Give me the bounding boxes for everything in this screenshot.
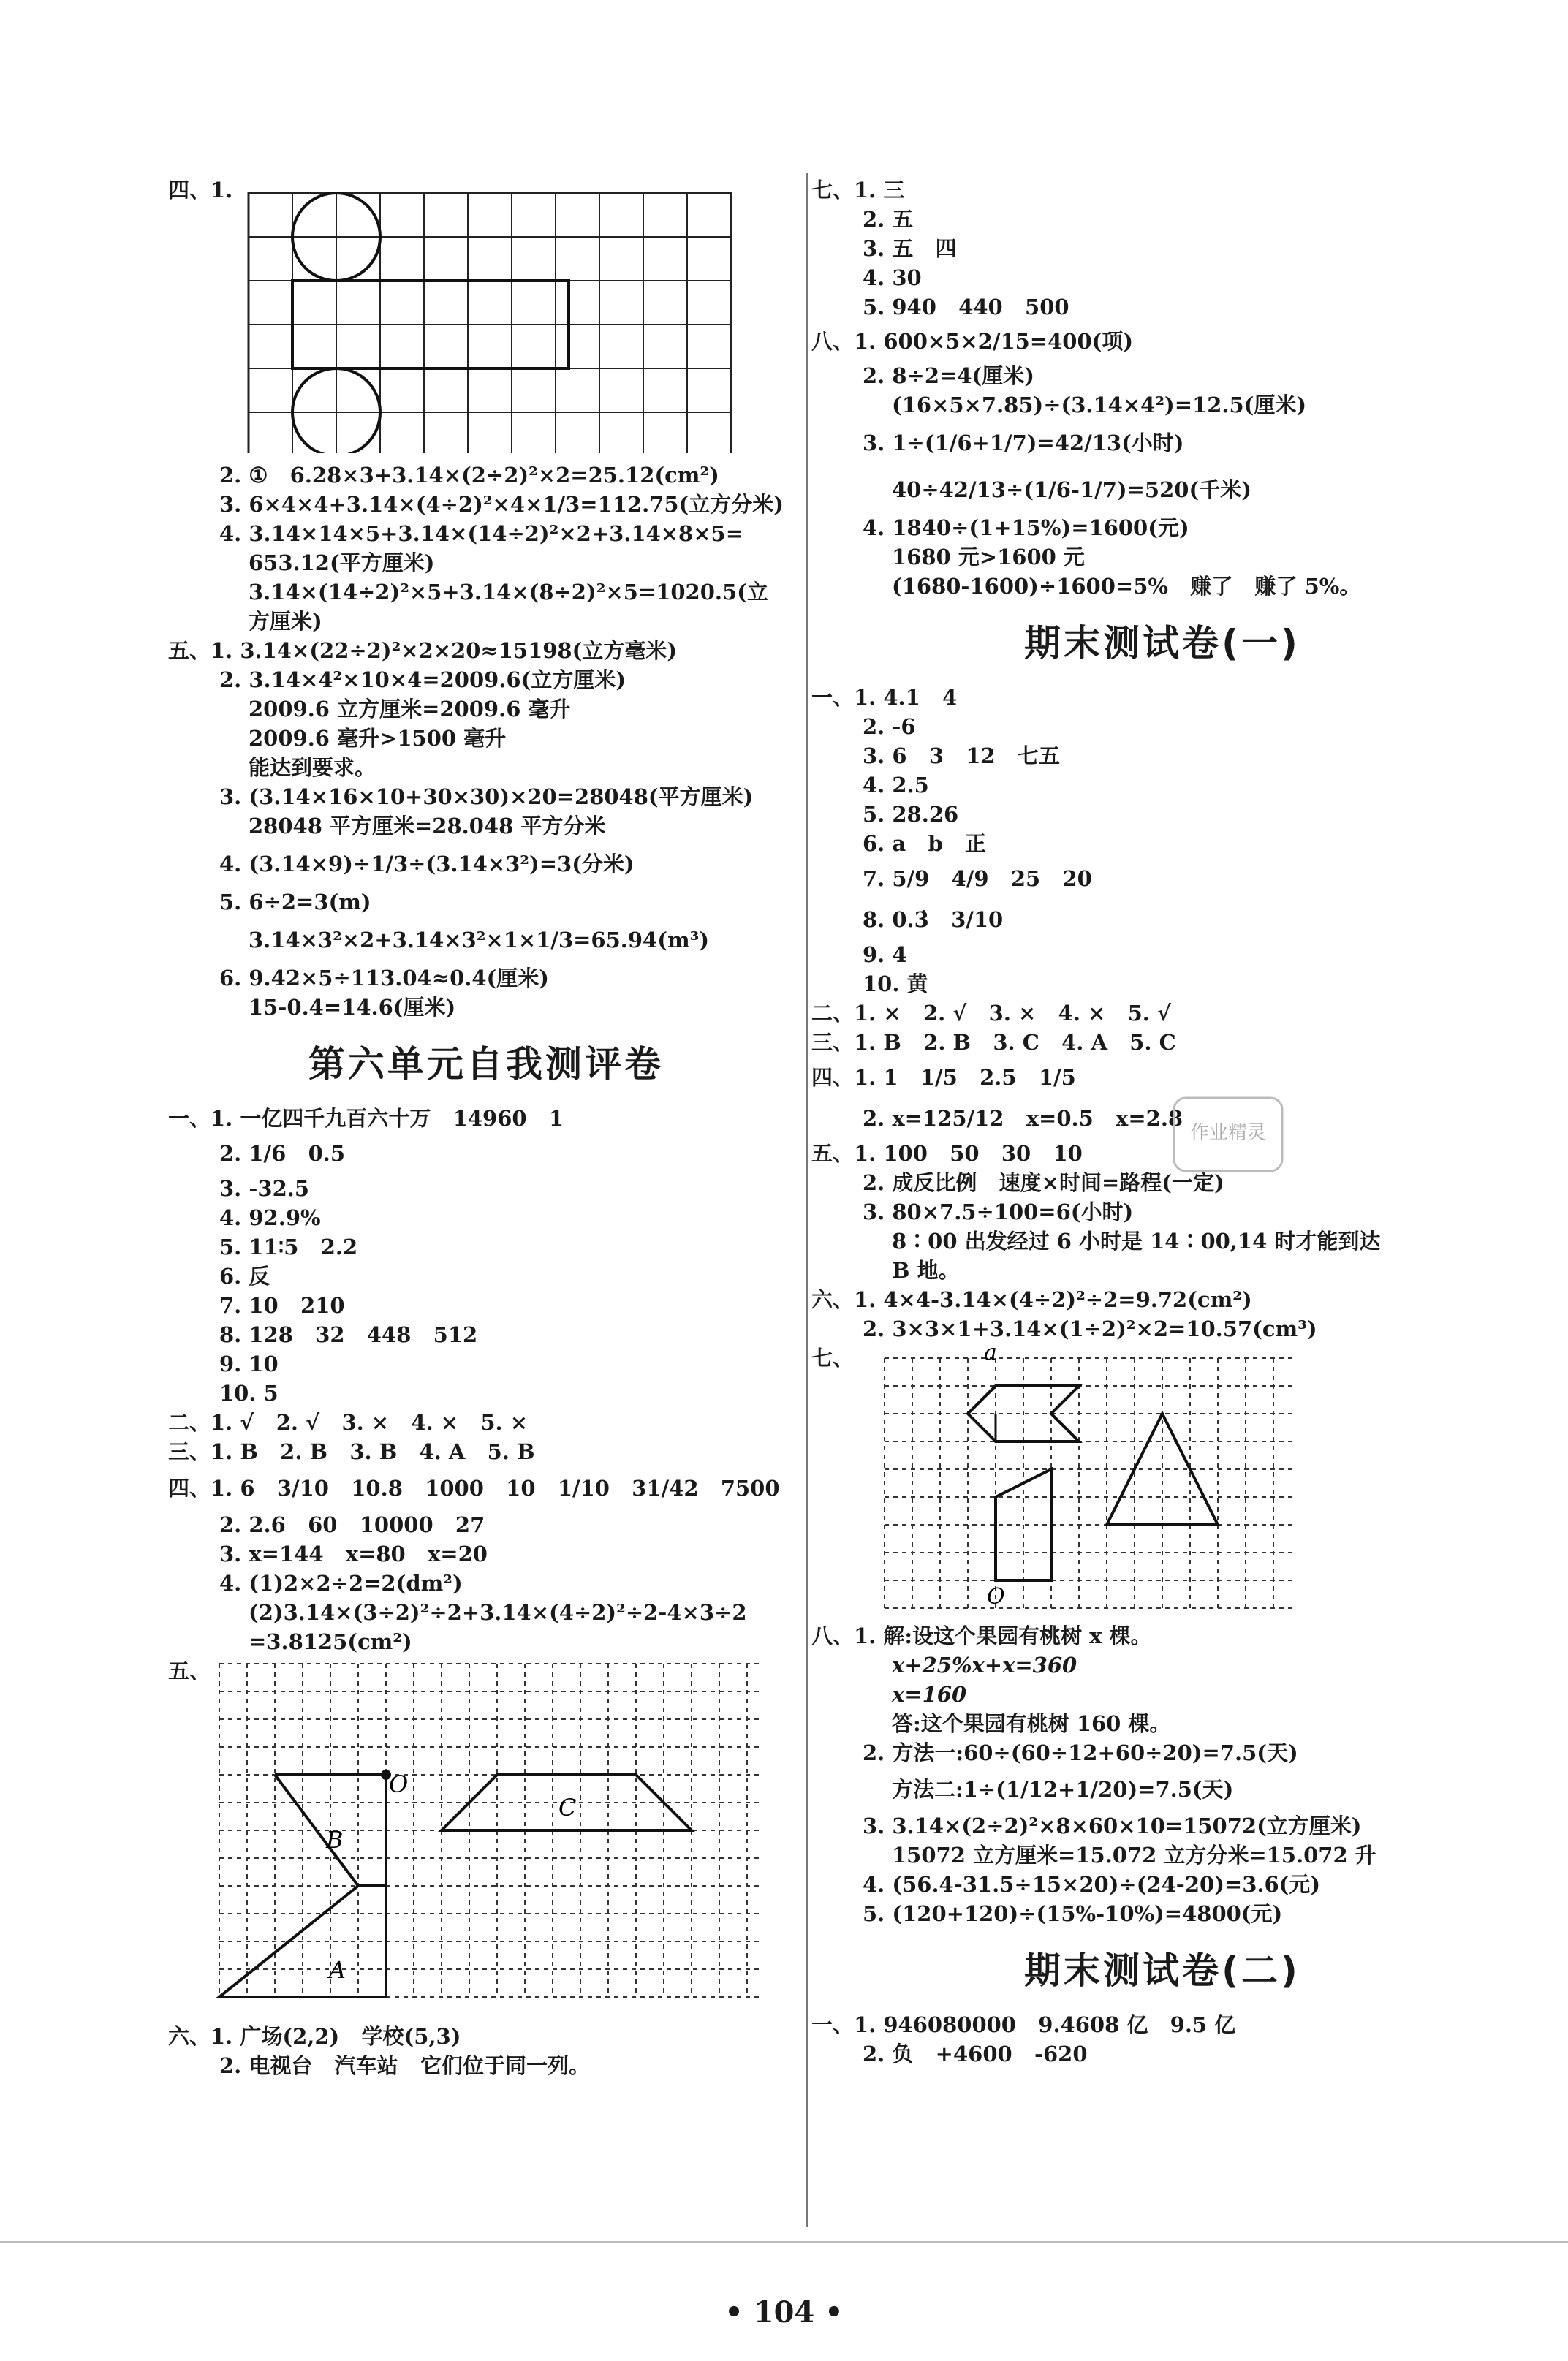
s7-3: 3. 五 四 (863, 236, 957, 261)
final-test-1-heading: 期末测试卷(一) (1024, 622, 1300, 664)
s8-2b: (16×5×7.85)÷(3.14×4²)=12.5(厘米) (892, 393, 1307, 417)
f1-5-2: 2. 成反比例 速度×时间=路程(一定) (863, 1170, 1224, 1195)
u6-4-1: 四、1. 6 3/10 10.8 1000 10 1/10 31/42 7500 (168, 1476, 780, 1501)
f1-1-7: 7. 5/9 4/9 25 20 (863, 866, 1092, 891)
u6-1-8: 8. 128 32 448 512 (219, 1322, 478, 1347)
u6-6-1: 六、1. 广场(2,2) 学校(5,3) (168, 2024, 461, 2049)
s5-2d: 能达到要求。 (249, 755, 376, 780)
f1-1-5: 5. 28.26 (863, 802, 959, 827)
label-a: A (329, 1956, 346, 1984)
u6-1-10: 10. 5 (219, 1381, 279, 1406)
u6-5 (168, 1656, 804, 2022)
f1-1-10: 10. 黄 (863, 971, 928, 996)
dotted-grid-figure-shapes (848, 1344, 1301, 1614)
f1-1-1: 一、1. 4.1 4 (811, 685, 958, 710)
label-a-small: a (984, 1344, 997, 1365)
s5-2a: 2. 3.14×4²×10×4=2009.6(立方厘米) (219, 667, 626, 692)
s7-4: 4. 30 (863, 265, 922, 290)
s5-5b: 3.14×3²×2+3.14×3²×1×1/3=65.94(m³) (249, 928, 710, 952)
s5-3a: 3. (3.14×16×10+30×30)×20=28048(平方厘米) (219, 784, 754, 809)
s8-4b: 1680 元>1600 元 (892, 545, 1085, 569)
u6-1-5: 5. 11∶5 2.2 (219, 1235, 358, 1259)
s5-1: 五、1. 3.14×(22÷2)²×2×20≈15198(立方毫米) (168, 638, 678, 663)
u6-4-4b: (2)3.14×(3÷2)²÷2+3.14×(4÷2)²÷2-4×3÷2 (249, 1600, 747, 1625)
label-c: C (558, 1794, 577, 1822)
u6-4-4a: 4. (1)2×2÷2=2(dm²) (219, 1571, 463, 1596)
f1-3: 三、1. B 2. B 3. C 4. A 5. C (811, 1030, 1176, 1055)
label-o-right: O (987, 1584, 1005, 1610)
s4-4d: 方厘米) (249, 609, 322, 634)
u6-5-label: 五、 (168, 1659, 211, 1683)
f1-8-4: 4. (56.4-31.5÷15×20)÷(24-20)=3.6(元) (863, 1872, 1321, 1897)
s5-2b: 2009.6 立方厘米=2009.6 毫升 (249, 697, 571, 721)
f1-5-3b: 8∶00 出发经过 6 小时是 14∶00,14 时才能到达 (892, 1229, 1381, 1254)
f1-1-8: 8. 0.3̇ 3/10 (863, 907, 1004, 932)
f1-7-label: 七、 (811, 1346, 855, 1371)
column-divider (806, 173, 808, 2227)
s4-3: 3. 6×4×4+3.14×(4÷2)²×4×1/3=112.75(立方分米) (219, 492, 784, 517)
f1-1-4: 4. 2.5 (863, 773, 929, 797)
f1-8-1a: 八、1. 解:设这个果园有桃树 x 棵。 (811, 1623, 1152, 1648)
u6-1-3: 3. -32.5 (219, 1176, 310, 1201)
f1-1-9: 9. 4 (863, 942, 907, 967)
watermark-text: 作业精灵 (1189, 1122, 1267, 1144)
u6-1-6: 6. 反 (219, 1264, 270, 1289)
s5-2c: 2009.6 毫升>1500 毫升 (249, 726, 507, 751)
s8-2a: 2. 8÷2=4(厘米) (863, 363, 1034, 388)
s5-3b: 28048 平方厘米=28.048 平方分米 (249, 814, 606, 838)
f1-6-2: 2. 3×3×1+3.14×(1÷2)²×2=10.57(cm³) (863, 1316, 1317, 1341)
f1-4-1: 四、1. 1 1/5 2.5 1/5 (811, 1065, 1076, 1090)
u6-4-4c: =3.8125(cm²) (249, 1629, 412, 1654)
label-o: O (389, 1770, 409, 1798)
s8-4a: 4. 1840÷(1+15%)=1600(元) (863, 515, 1189, 540)
s5-5a: 5. 6÷2=3(m) (219, 890, 371, 914)
f1-1-3: 3. 6 3 12 七五 (863, 743, 1060, 768)
u6-4-3: 3. x=144 x=80 x=20 (219, 1542, 488, 1566)
unit6-heading: 第六单元自我测评卷 (308, 1043, 664, 1085)
left-column (168, 175, 804, 2080)
section-4-1 (168, 175, 804, 461)
s4-2: 2. ① 6.28×3+3.14×(2÷2)²×2=25.12(cm²) (219, 463, 719, 488)
f1-5-1: 五、1. 100 50 30 10 (811, 1141, 1083, 1166)
f1-8-2a: 2. 方法一:60÷(60÷12+60÷20)=7.5(天) (863, 1740, 1298, 1765)
s7-1: 七、1. 三 (811, 178, 905, 202)
u6-1-9: 9. 10 (219, 1352, 279, 1376)
f1-1-6: 6. a b 正 (863, 831, 987, 856)
u6-3: 三、1. B 2. B 3. B 4. A 5. B (168, 1439, 535, 1464)
s4-4c: 3.14×(14÷2)²×5+3.14×(8÷2)²×5=1020.5(立 (249, 580, 768, 605)
f1-5-3a: 3. 80×7.5÷100=6(小时) (863, 1200, 1134, 1224)
u6-1-2: 2. 1/6 0.5 (219, 1141, 346, 1166)
page-number: • 104 • (724, 2295, 844, 2330)
s5-4: 4. (3.14×9)÷1/3÷(3.14×3²)=3(分米) (219, 852, 635, 876)
right-column (811, 175, 1513, 2069)
section-4-1-label: 四、1. (168, 178, 233, 202)
u6-4-2: 2. 2.6 60 10000 27 (219, 1512, 485, 1537)
footer-rule (0, 2241, 1568, 2243)
s5-6a: 6. 9.42×5÷113.04≈0.4(厘米) (219, 966, 549, 990)
s4-4a: 4. 3.14×14×5+3.14×(14÷2)²×2+3.14×8×5= (219, 521, 743, 546)
s8-1: 八、1. 600×5×2/15=400(项) (811, 329, 1134, 354)
s8-3a: 3. 1÷(1/6+1/7)=42/13(小时) (863, 431, 1184, 455)
u6-1-7: 7. 10 210 (219, 1293, 345, 1318)
final-test-2-heading: 期末测试卷(二) (1024, 1949, 1300, 1992)
f1-8-1d: 答:这个果园有桃树 160 棵。 (892, 1711, 1171, 1736)
f1-8-3b: 15072 立方厘米=15.072 立方分米=15.072 升 (892, 1843, 1376, 1868)
s5-6b: 15-0.4=14.6(厘米) (249, 995, 456, 1020)
dotted-grid-figure-ABC (197, 1656, 768, 2015)
s8-3b: 40÷42/13÷(1/6-1/7)=520(千米) (892, 477, 1251, 502)
watermark-stamp (1170, 1091, 1287, 1178)
f1-8-5: 5. (120+120)÷(15%-10%)=4800(元) (863, 1901, 1283, 1926)
grid-figure-cylinder-net (212, 175, 738, 453)
f1-1-2: 2. -6 (863, 714, 916, 739)
label-b: B (326, 1826, 344, 1854)
u6-2: 二、1. √ 2. √ 3. × 4. × 5. × (168, 1410, 529, 1435)
f1-8-2b: 方法二:1÷(1/12+1/20)=7.5(天) (892, 1777, 1234, 1802)
f1-6-1: 六、1. 4×4-3.14×(4÷2)²÷2=9.72(cm²) (811, 1287, 1252, 1312)
f1-8-3a: 3. 3.14×(2÷2)²×8×60×10=15072(立方厘米) (863, 1814, 1362, 1838)
f1-8-1b: x+25%x+x=360 (892, 1653, 1077, 1678)
f1-8-1c: x=160 (892, 1682, 967, 1707)
s8-4c: (1680-1600)÷1600=5% 赚了 赚了 5%。 (892, 574, 1361, 599)
f2-1-1: 一、1. 946080000 9.4608 亿 9.5 亿 (811, 2012, 1236, 2037)
f1-4-2: 2. x=125/12 x=0.5 x=2.8 (863, 1106, 1183, 1131)
u6-6-2: 2. 电视台 汽车站 它们位于同一列。 (219, 2053, 590, 2078)
s4-4b: 653.12(平方厘米) (249, 550, 435, 575)
u6-1-1: 一、1. 一亿四千九百六十万 14960 1 (168, 1106, 564, 1131)
f1-5-3c: B 地。 (892, 1258, 960, 1283)
f1-2: 二、1. × 2. √ 3. × 4. × 5. √ (811, 1001, 1172, 1026)
s7-2: 2. 五 (863, 207, 914, 232)
f2-1-2: 2. 负 +4600 -620 (863, 2042, 1088, 2066)
s7-5: 5. 940 440 500 (863, 295, 1069, 319)
u6-1-4: 4. 92.9% (219, 1205, 321, 1230)
f1-7 (811, 1344, 1513, 1621)
